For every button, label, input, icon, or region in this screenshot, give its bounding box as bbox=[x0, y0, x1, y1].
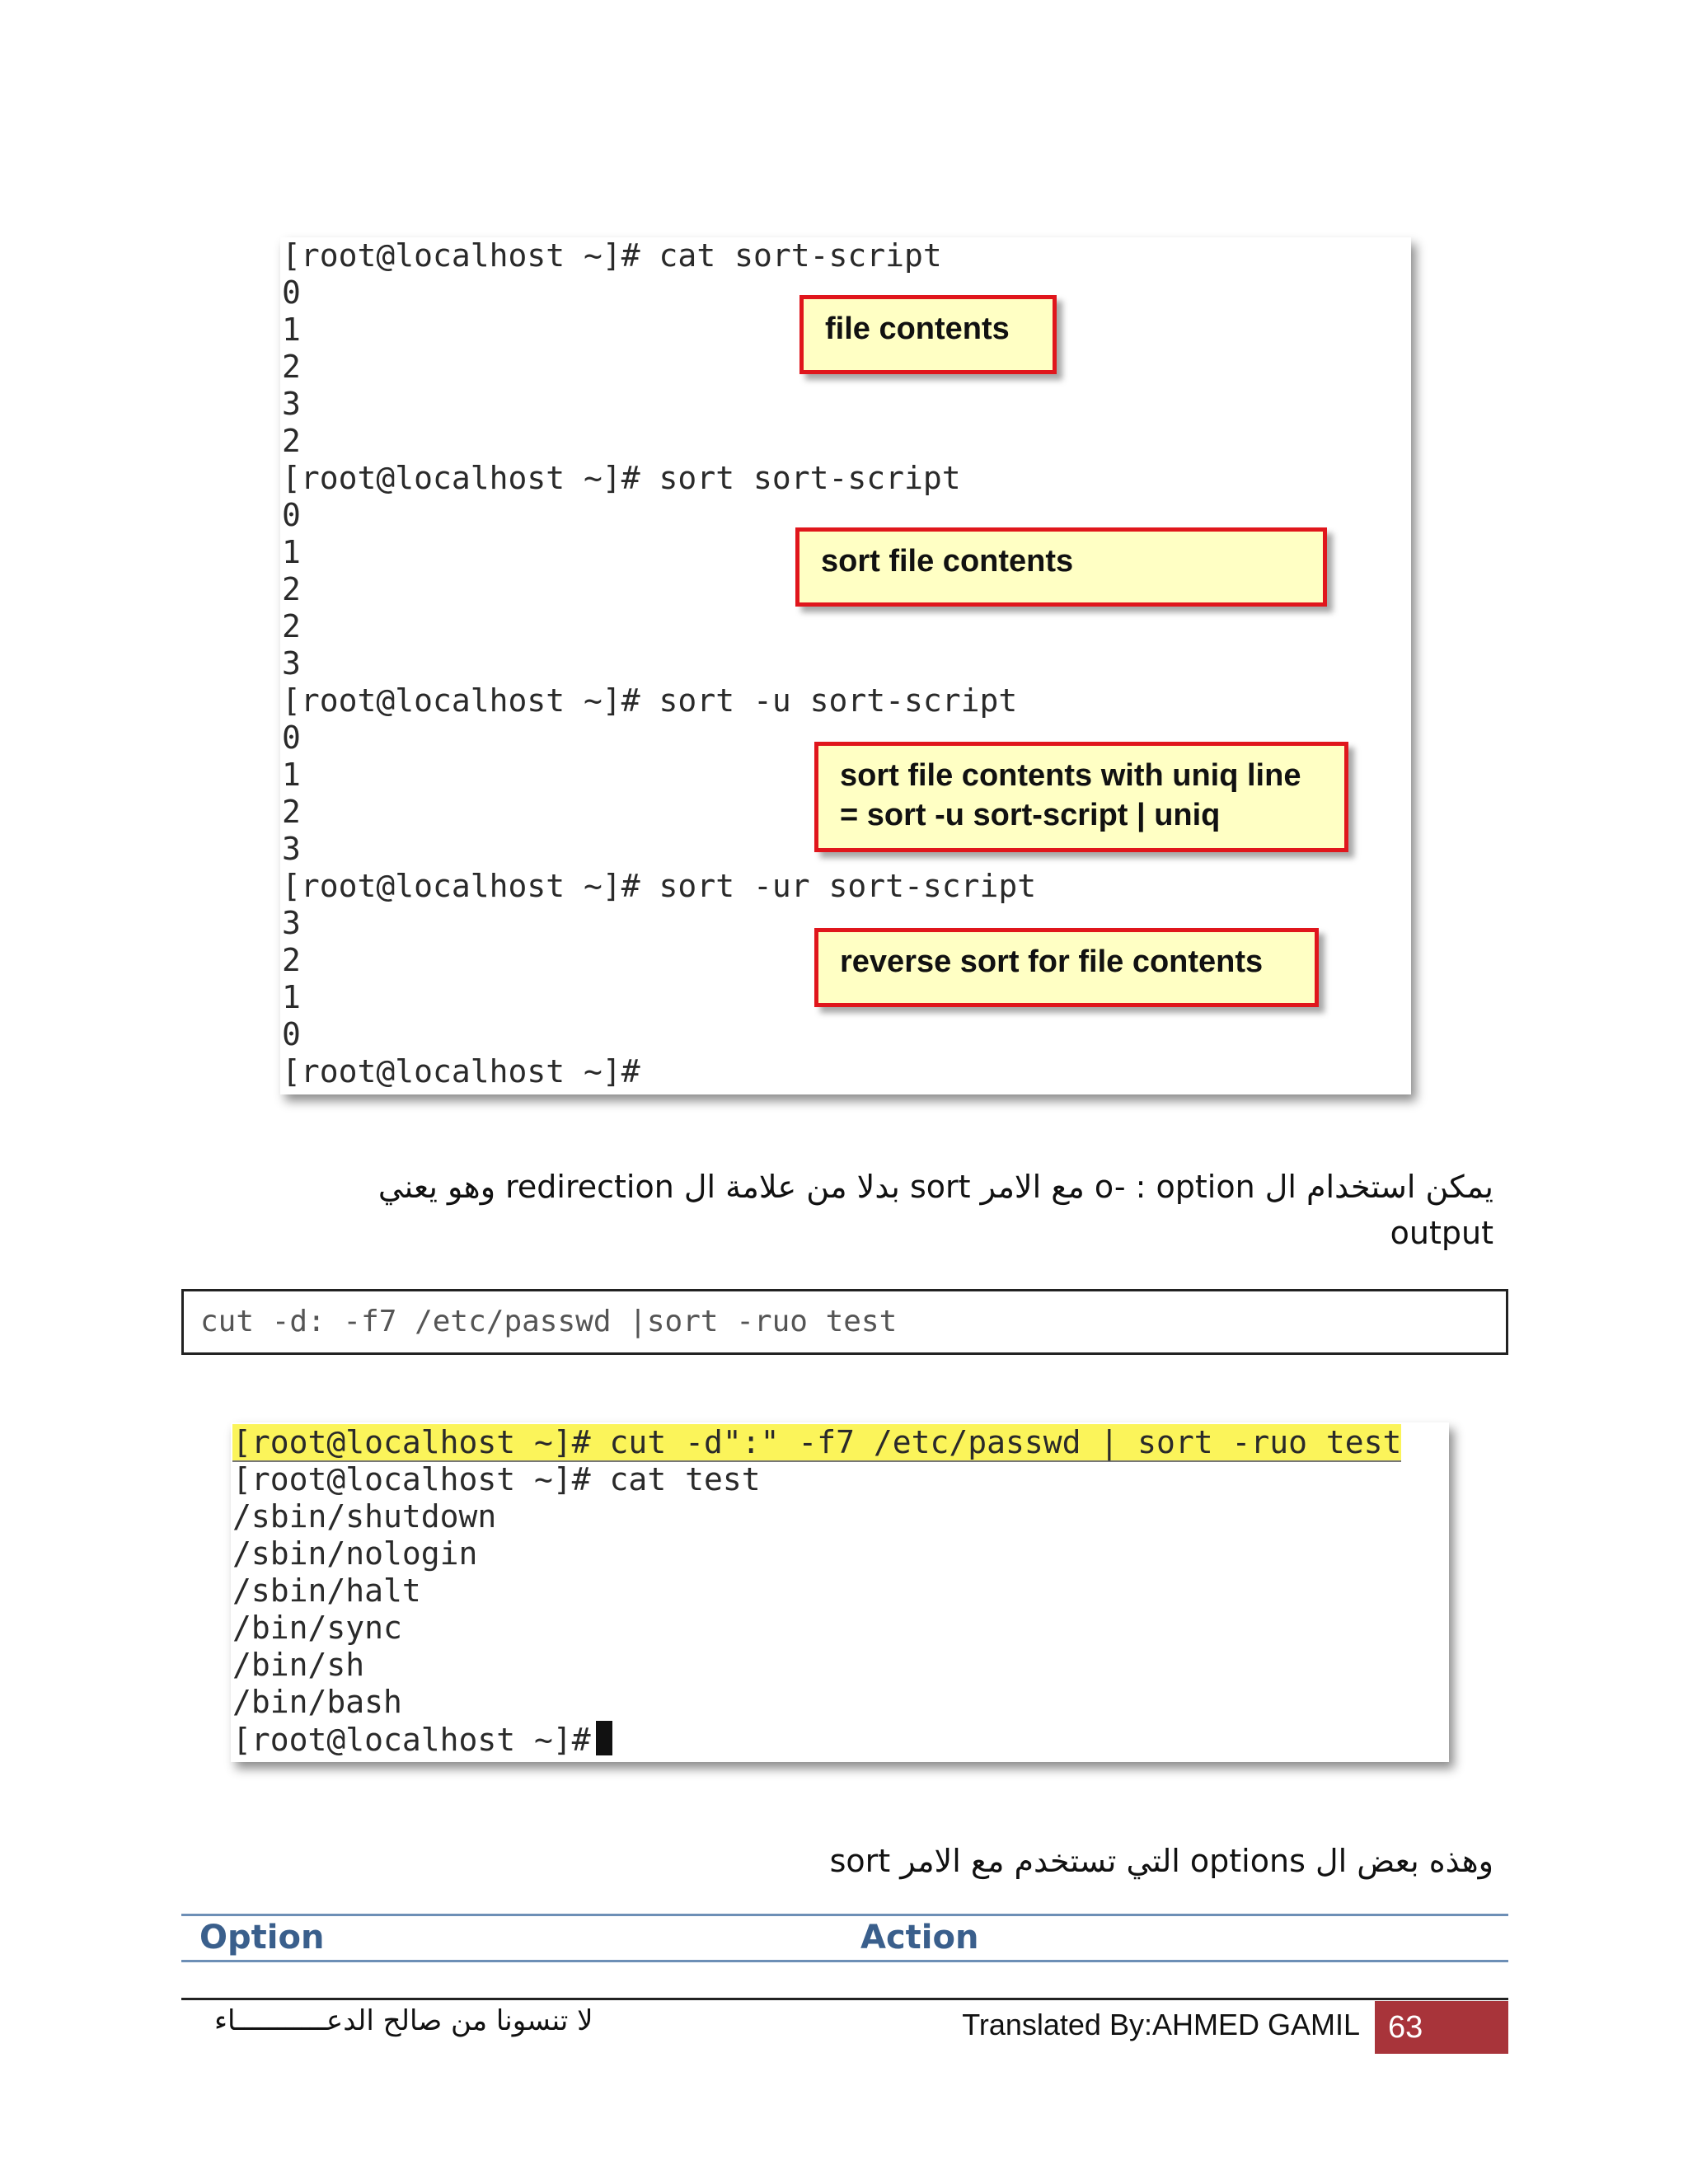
terminal-line: [root@localhost ~]# cat test bbox=[232, 1461, 761, 1497]
terminal-line: /sbin/nologin bbox=[232, 1535, 478, 1572]
table-top-rule bbox=[181, 1914, 1508, 1916]
terminal-line: 1 bbox=[282, 534, 301, 570]
callout-sort-uniq: sort file contents with uniq line = sort -u sort-script | uniq bbox=[814, 742, 1348, 852]
terminal-line: 0 bbox=[282, 497, 301, 533]
paragraph-line: يمكن استخدام ال o- : option مع الامر sort بدلا من علامة ال redirection وهو يعني bbox=[377, 1169, 1493, 1205]
terminal-prompt: [root@localhost ~]# bbox=[232, 1722, 591, 1758]
terminal-line: /sbin/halt bbox=[232, 1572, 421, 1609]
terminal-line: [root@localhost ~]# bbox=[282, 1053, 640, 1090]
footer-translator-credit: Translated By:AHMED GAMIL bbox=[962, 2008, 1360, 2041]
callout-reverse-sort: reverse sort for file contents bbox=[814, 928, 1319, 1007]
code-example: cut -d: -f7 /etc/passwd |sort -ruo test bbox=[181, 1289, 1508, 1355]
callout-file-contents: file contents bbox=[799, 295, 1057, 374]
cursor-icon bbox=[596, 1721, 612, 1755]
highlighted-command: [root@localhost ~]# cut -d":" -f7 /etc/passwd | sort -ruo test bbox=[232, 1424, 1402, 1460]
terminal-line: [root@localhost ~]# sort -u sort-script bbox=[282, 682, 1018, 719]
terminal-line: 2 bbox=[282, 349, 301, 385]
terminal-line: 0 bbox=[282, 274, 301, 311]
terminal-line: [root@localhost ~]# cat sort-script bbox=[282, 237, 942, 274]
table-header-action: Action bbox=[860, 1919, 979, 1957]
table-header-rule bbox=[181, 1960, 1508, 1962]
terminal-line: [root@localhost ~]# sort sort-script bbox=[282, 460, 961, 496]
footer-arabic-note: لا تنسونا من صالح الدعـــــــــــاء bbox=[214, 2004, 593, 2037]
footer-rule bbox=[181, 1998, 1508, 2000]
callout-sort-file-contents: sort file contents bbox=[795, 527, 1327, 607]
terminal-prompt-line bbox=[232, 1721, 612, 1759]
terminal-line: 2 bbox=[282, 571, 301, 607]
terminal-line: 1 bbox=[282, 312, 301, 348]
paragraph-o-option bbox=[297, 1164, 1493, 1256]
terminal-line: 0 bbox=[282, 719, 301, 756]
terminal-screenshot-sort bbox=[280, 237, 1411, 1094]
terminal-line: 1 bbox=[282, 757, 301, 793]
terminal-line: 2 bbox=[282, 794, 301, 830]
terminal-line-highlighted bbox=[232, 1424, 1401, 1461]
paragraph-options-intro: وهذه بعض ال options التي تستخدم مع الامر sort bbox=[829, 1843, 1493, 1879]
terminal-line: 3 bbox=[282, 831, 301, 867]
paragraph-line: output bbox=[1390, 1215, 1493, 1251]
terminal-line: /bin/bash bbox=[232, 1684, 402, 1720]
terminal-line: [root@localhost ~]# sort -ur sort-script bbox=[282, 868, 1037, 904]
terminal-line: 2 bbox=[282, 608, 301, 644]
terminal-line: 3 bbox=[282, 386, 301, 422]
terminal-line: 3 bbox=[282, 645, 301, 682]
terminal-line: 1 bbox=[282, 979, 301, 1015]
terminal-line: /bin/sh bbox=[232, 1647, 365, 1683]
terminal-line: 3 bbox=[282, 905, 301, 941]
terminal-line: /sbin/shutdown bbox=[232, 1498, 497, 1535]
page-number: 63 bbox=[1388, 2010, 1423, 2045]
terminal-line: 0 bbox=[282, 1016, 301, 1052]
terminal-screenshot-ruo bbox=[231, 1422, 1449, 1762]
terminal-line: 2 bbox=[282, 942, 301, 978]
table-header-option: Option bbox=[199, 1919, 325, 1957]
terminal-line: /bin/sync bbox=[232, 1610, 402, 1646]
terminal-line: 2 bbox=[282, 423, 301, 459]
